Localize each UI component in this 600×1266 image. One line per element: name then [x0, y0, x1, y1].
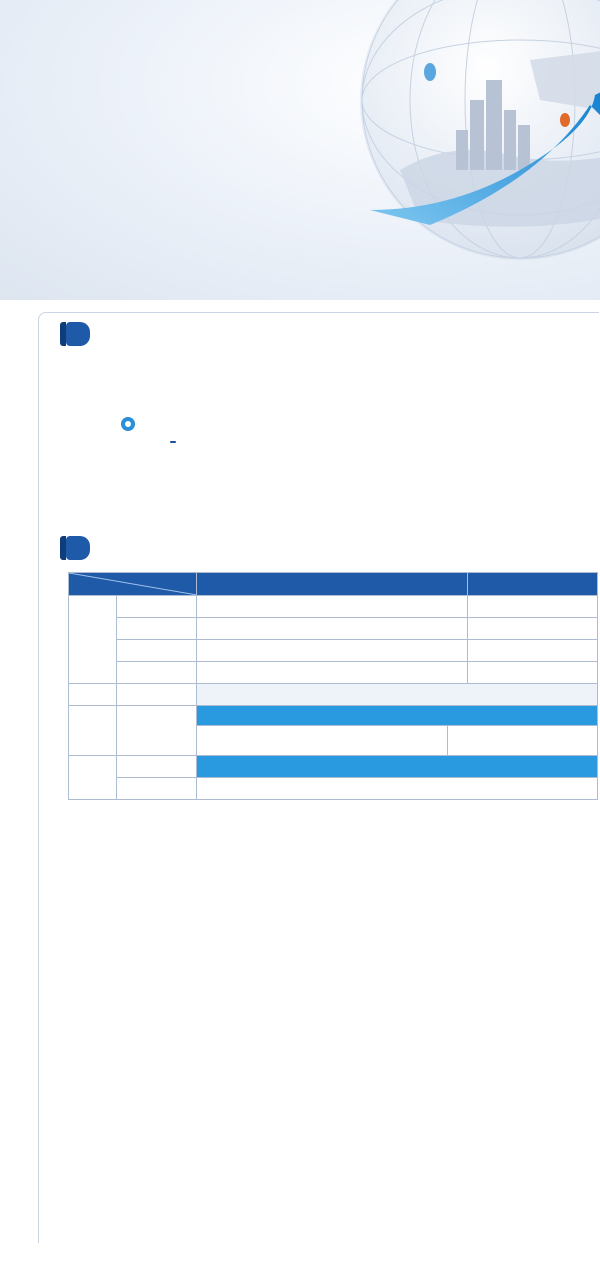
- tech-presentation-band: [196, 706, 597, 726]
- row-time: [116, 596, 196, 618]
- msip-logo-icon: [120, 416, 136, 432]
- row-time: [116, 640, 196, 662]
- info-organizer-label-row: [68, 442, 118, 453]
- part3-label: [69, 756, 117, 800]
- program-badge: [66, 536, 90, 560]
- header-session-time: [69, 573, 197, 596]
- row-time: [116, 618, 196, 640]
- table-row: [69, 596, 598, 618]
- table-row: [69, 640, 598, 662]
- header-content: [196, 573, 467, 596]
- table-row: [69, 662, 598, 684]
- table-row: [69, 778, 598, 800]
- info-attendee: [68, 395, 118, 406]
- overview-badge: [66, 322, 90, 346]
- break-time: [116, 684, 196, 706]
- organizer-logos: [124, 441, 182, 443]
- host-logo: [120, 416, 142, 432]
- row-note: [468, 596, 598, 618]
- break-empty-cell: [69, 684, 117, 706]
- info-date: [68, 357, 118, 368]
- info-host-label-row: [68, 414, 118, 425]
- row-note: [468, 662, 598, 684]
- break-row: [69, 684, 598, 706]
- row-content: [196, 662, 467, 684]
- info-place: [68, 376, 118, 387]
- table-row: [69, 618, 598, 640]
- break-content: [196, 684, 597, 706]
- table-header-row: [69, 573, 598, 596]
- table-row: [69, 756, 598, 778]
- row-content: [196, 640, 467, 662]
- row-content: [196, 618, 467, 640]
- row-time: [116, 778, 196, 800]
- program-table: [68, 572, 598, 800]
- info-composition: [68, 464, 118, 481]
- closing-content: [196, 778, 597, 800]
- fkii-logo-mark: [170, 441, 176, 443]
- header-diagonal-line: [69, 573, 197, 595]
- row-note: [468, 618, 598, 640]
- part1-label: [69, 596, 117, 684]
- part2-label: [69, 706, 117, 756]
- row-time: [116, 662, 196, 684]
- track-b-header: [448, 726, 598, 756]
- hero-banner: [0, 0, 600, 300]
- header-note: [468, 573, 598, 596]
- consultation-band: [196, 756, 597, 778]
- track-a-header: [196, 726, 448, 756]
- part2-empty-time: [116, 706, 196, 756]
- row-time: [116, 756, 196, 778]
- growth-arrow-graphic: [370, 60, 600, 230]
- row-note: [468, 640, 598, 662]
- tech-band-row: [69, 706, 598, 726]
- row-content: [196, 596, 467, 618]
